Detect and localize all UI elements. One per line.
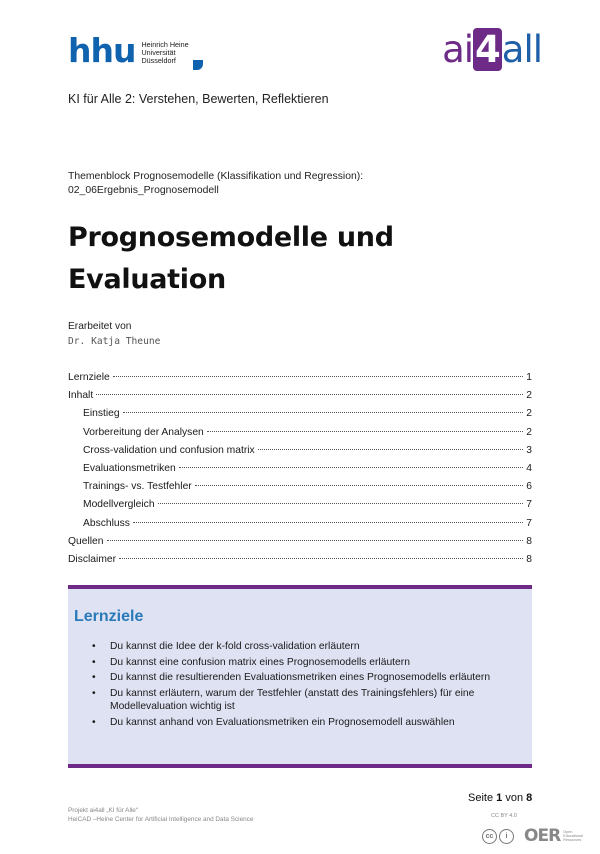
toc-leader-dots — [113, 376, 523, 377]
author-name: Dr. Katja Theune — [68, 336, 161, 347]
lernziel-text: Du kannst die resultierenden Evaluationsmetriken eines Prognosemodells erläutern — [110, 672, 491, 684]
toc-entry-page: 3 — [526, 444, 532, 456]
lernziel-item — [90, 640, 522, 654]
page-prefix: Seite — [468, 792, 497, 804]
toc-entry-page: 6 — [526, 481, 532, 493]
oer-text-line: Open — [563, 829, 573, 834]
toc-entry[interactable] — [68, 463, 532, 481]
toc-entry[interactable] — [68, 408, 532, 426]
lernziel-text: Du kannst erläutern, warum der Testfehler (anstatt des Trainingsfehlers) für eine Modellevaluation wichtig ist — [110, 687, 475, 713]
bullet-icon: • — [92, 687, 96, 699]
lernziel-item — [90, 656, 522, 670]
toc-leader-dots — [96, 394, 523, 395]
toc-entry[interactable] — [68, 481, 532, 499]
oer-text — [563, 830, 583, 843]
cc-icon: cc — [482, 829, 497, 844]
toc-entry-label: Modellvergleich — [83, 499, 155, 511]
hhu-logo-subtitle — [141, 41, 188, 65]
title-line: Evaluation — [68, 264, 226, 295]
theme-block — [68, 170, 363, 198]
toc-entry-page: 2 — [526, 390, 532, 402]
toc-entry[interactable] — [68, 445, 532, 463]
footer — [68, 806, 253, 824]
toc-entry-label: Disclaimer — [68, 553, 117, 565]
author-label: Erarbeitet von — [68, 321, 132, 332]
toc-leader-dots — [123, 412, 524, 413]
lernziele-box — [68, 585, 532, 768]
bullet-icon: • — [92, 672, 96, 684]
hhu-sub-line: Heinrich Heine — [141, 40, 189, 49]
oer-text-line: Resources — [563, 838, 582, 843]
toc-leader-dots — [195, 485, 524, 486]
by-icon: i — [499, 829, 514, 844]
toc-leader-dots — [258, 449, 524, 450]
toc-entry-page: 8 — [526, 535, 532, 547]
ai4all-logo-part: all — [501, 28, 542, 71]
lernziel-text: Du kannst anhand von Evaluationsmetriken ein Prognosemodell auswählen — [110, 716, 455, 728]
footer-line: HeiCAD –Heine Center for Artificial Intelligence and Data Science — [68, 816, 254, 823]
lernziel-item — [90, 671, 522, 685]
page-current: 1 — [496, 792, 503, 804]
license-icons — [482, 826, 583, 846]
footer-line: Projekt ai4all „KI für Alle“ — [68, 807, 138, 814]
bullet-icon: • — [92, 656, 96, 668]
toc-entry-label: Inhalt — [68, 390, 94, 402]
hhu-logo — [68, 31, 189, 70]
toc-entry[interactable] — [68, 536, 532, 554]
hhu-sub-line: Düsseldorf — [141, 56, 176, 65]
toc-entry-page: 7 — [526, 499, 532, 511]
table-of-contents — [68, 372, 532, 572]
theme-block-line: Themenblock Prognosemodelle (Klassifikation und Regression): — [68, 171, 364, 182]
toc-entry-label: Abschluss — [83, 517, 130, 529]
hhu-logo-text: hhu — [68, 31, 136, 70]
lernziele-heading: Lernziele — [74, 608, 144, 625]
toc-entry[interactable] — [68, 499, 532, 517]
lernziel-text: Du kannst eine confusion matrix eines Prognosemodells erläutern — [110, 656, 410, 668]
toc-entry-label: Einstieg — [83, 408, 120, 420]
toc-leader-dots — [107, 540, 524, 541]
page-number — [468, 792, 532, 804]
toc-entry-page: 2 — [526, 426, 532, 438]
toc-entry-label: Cross-validation und confusion matrix — [83, 444, 255, 456]
toc-entry-page: 4 — [526, 462, 532, 474]
ai4all-logo-part: ai — [442, 28, 474, 71]
box-bottom-border — [68, 764, 532, 768]
ai4all-logo-part: 4 — [475, 28, 500, 71]
box-top-border — [68, 585, 532, 589]
lernziel-item — [90, 687, 522, 714]
toc-entry-label: Vorbereitung der Analysen — [83, 426, 204, 438]
oer-text-line: Educational — [563, 833, 583, 838]
hhu-logo-mark — [193, 60, 203, 70]
theme-block-id: 02_06Ergebnis_Prognosemodell — [68, 185, 219, 196]
toc-entry-page: 1 — [526, 372, 532, 383]
oer-logo-icon: OER — [524, 826, 561, 846]
bullet-icon: • — [92, 716, 96, 728]
toc-leader-dots — [133, 522, 523, 523]
page-mid: von — [502, 792, 527, 804]
toc-entry[interactable] — [68, 427, 532, 445]
toc-entry-page: 8 — [526, 553, 532, 565]
toc-entry-label: Lernziele — [68, 372, 110, 383]
toc-entry[interactable] — [68, 390, 532, 408]
lernziele-list — [90, 640, 522, 732]
lernziel-item — [90, 716, 522, 730]
course-title: KI für Alle 2: Verstehen, Bewerten, Reflektieren — [68, 92, 329, 106]
toc-entry-page: 7 — [526, 517, 532, 529]
hhu-sub-line: Universität — [141, 48, 176, 57]
toc-entry[interactable] — [68, 518, 532, 536]
toc-leader-dots — [179, 467, 524, 468]
lernziel-text: Du kannst die Idee der k-fold cross-validation erläutern — [110, 641, 360, 652]
bullet-icon: • — [92, 641, 96, 652]
toc-entry-label: Evaluationsmetriken — [83, 462, 176, 474]
document-title — [68, 217, 394, 301]
page-total: 8 — [526, 792, 533, 804]
toc-entry[interactable] — [68, 372, 532, 390]
toc-entry-label: Quellen — [68, 535, 104, 547]
toc-leader-dots — [158, 503, 524, 504]
toc-leader-dots — [207, 431, 523, 432]
license-text: CC BY 4.0 — [491, 813, 517, 819]
title-line: Prognosemodelle und — [68, 222, 394, 253]
ai4all-logo — [442, 30, 542, 70]
toc-entry-page: 2 — [526, 408, 532, 420]
toc-leader-dots — [119, 558, 523, 559]
toc-entry-label: Trainings- vs. Testfehler — [83, 481, 192, 493]
toc-entry[interactable] — [68, 554, 532, 572]
